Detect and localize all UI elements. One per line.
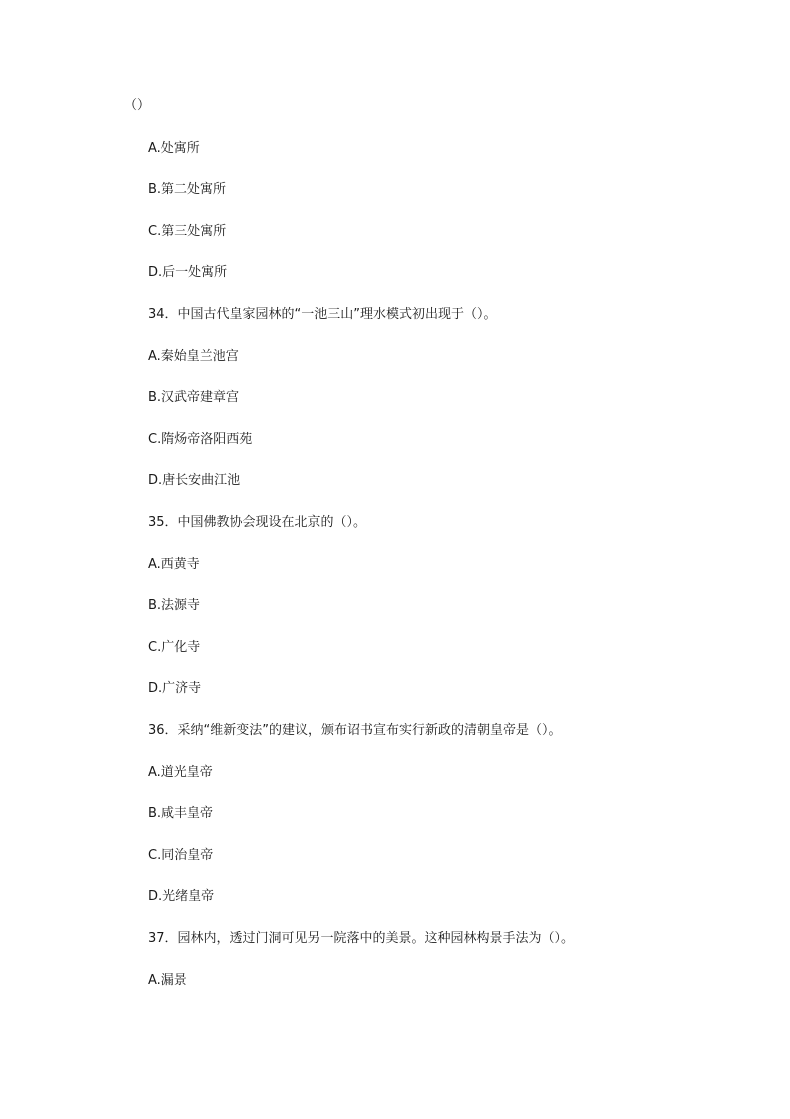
- question-35: 35．中国佛教协会现设在北京的（）。: [148, 515, 367, 530]
- option-d: D.光绪皇帝: [148, 889, 215, 904]
- option-c: C.隋炀帝洛阳西苑: [148, 432, 253, 447]
- option-a: A.道光皇帝: [148, 765, 213, 780]
- option-b: B.汉武帝建章宫: [148, 390, 240, 405]
- option-a: A.漏景: [148, 973, 187, 988]
- option-b: B.第二处寓所: [148, 182, 227, 197]
- option-a: A.处寓所: [148, 141, 200, 156]
- option-c: C.广化寺: [148, 640, 201, 655]
- option-c: C.第三处寓所: [148, 224, 227, 239]
- question-lead-in: （）: [124, 98, 151, 113]
- option-b: B.咸丰皇帝: [148, 806, 214, 821]
- option-c: C.同治皇帝: [148, 848, 214, 863]
- option-b: B.法源寺: [148, 598, 201, 613]
- option-a: A.西黄寺: [148, 557, 200, 572]
- option-d: D.唐长安曲江池: [148, 473, 241, 488]
- question-34: 34．中国古代皇家园林的“一池三山”理水模式初出现于（）。: [148, 307, 497, 322]
- option-a: A.秦始皇兰池宫: [148, 349, 239, 364]
- option-d: D.后一处寓所: [148, 265, 228, 280]
- option-d: D.广济寺: [148, 681, 202, 696]
- question-36: 36．采纳“维新变法”的建议，颁布诏书宣布实行新政的清朝皇帝是（）。: [148, 723, 562, 738]
- question-37: 37．园林内，透过门洞可见另一院落中的美景。这种园林构景手法为（）。: [148, 931, 575, 946]
